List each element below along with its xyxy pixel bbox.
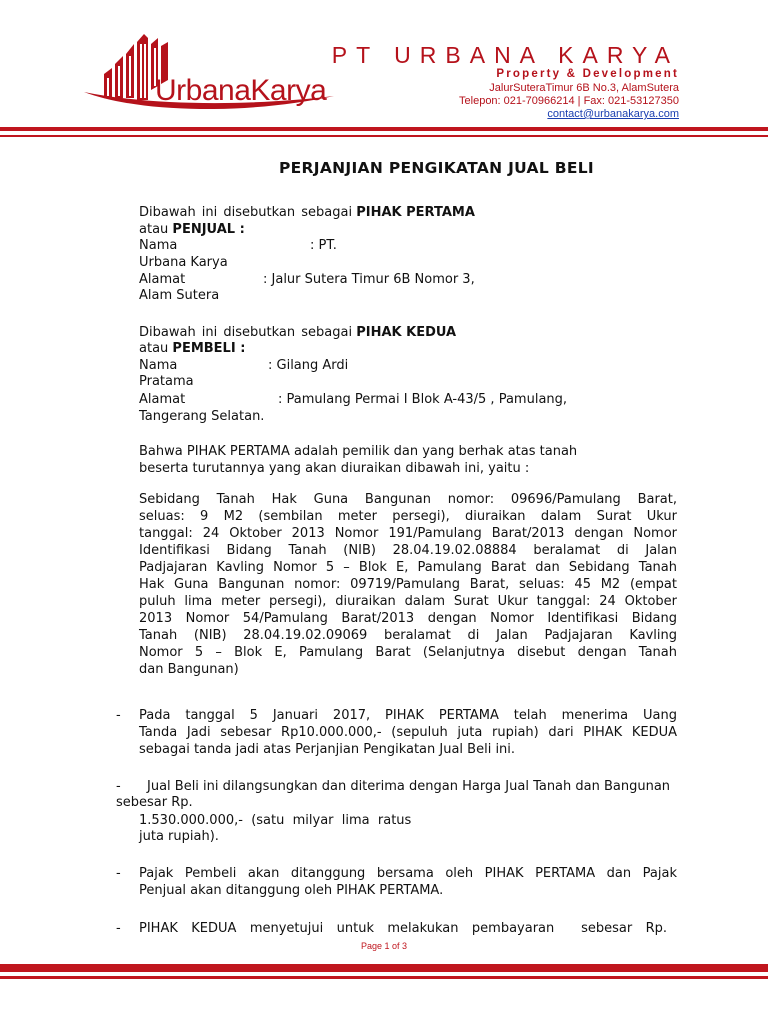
land-line: Sebidang Tanah Hak Guna Bangunan nomor: 09696/Pamulang Barat, xyxy=(139,492,677,507)
party1-alamat-label: Alamat xyxy=(139,272,186,287)
company-address: JalurSuteraTimur 6B No.3, AlamSutera xyxy=(489,82,679,94)
point-3-line: Penjual akan ditanggung oleh PIHAK PERTAMA. xyxy=(139,883,444,898)
land-line: puluh lima meter persegi), diuraikan dalam Surat Ukur tanggal: 24 Oktober xyxy=(139,594,677,609)
point-4-line: PIHAK KEDUA menyetujui untuk melakukan pembayaran sebesar Rp. xyxy=(139,921,667,936)
land-line: Hak Guna Bangunan nomor: 09719/Pamulang Barat, seluas: 45 M2 (empat xyxy=(139,577,677,592)
page-number: Page 1 of 3 xyxy=(360,941,408,951)
party2-nama-value-cont: Pratama xyxy=(139,374,194,389)
party2-alias-line xyxy=(139,340,245,357)
party2-intro xyxy=(139,324,519,341)
point-2-line-2: sebesar Rp. xyxy=(116,795,193,810)
point-1 xyxy=(139,707,677,758)
bullet-marker: - xyxy=(116,708,121,723)
party1-intro-text: Dibawah ini disebutkan sebagai xyxy=(139,205,353,220)
land-line: dan Bangunan) xyxy=(139,662,239,677)
party2-atau: atau xyxy=(139,341,169,356)
point-2-line-4: juta rupiah). xyxy=(139,829,219,844)
land-line: Nomor 5 – Blok E, Pamulang Barat (Selanjutnya disebut dengan Tanah xyxy=(139,645,677,660)
party1-alamat-value: : Jalur Sutera Timur 6B Nomor 3, xyxy=(263,272,475,287)
party1-role: PIHAK PERTAMA xyxy=(356,205,475,220)
footer-rule-thin xyxy=(0,976,768,979)
company-phone: Telepon: 021-70966214 | Fax: 021-53127350 xyxy=(459,95,679,107)
land-line: Identifikasi Bidang Tanah (NIB) 28.04.19.02.08884 beralamat di Jalan xyxy=(139,543,677,558)
party2-nama-value: : Gilang Ardi xyxy=(268,358,349,373)
footer-rule-thick xyxy=(0,964,768,972)
header-rule-thin xyxy=(0,135,768,137)
party2-alias: PEMBELI : xyxy=(172,341,246,356)
recital-line-1: Bahwa PIHAK PERTAMA adalah pemilik dan yang berhak atas tanah xyxy=(139,444,578,459)
company-email-link[interactable]: contact@urbanakarya.com xyxy=(547,108,679,120)
point-1-line: Pada tanggal 5 Januari 2017, PIHAK PERTAMA telah menerima Uang xyxy=(139,708,677,723)
point-1-line: sebagai tanda jadi atas Perjanjian Pengikatan Jual Beli ini. xyxy=(139,742,516,757)
party1-alias: PENJUAL : xyxy=(172,222,245,237)
party1-intro xyxy=(139,204,519,221)
point-2-line-3: 1.530.000.000,- (satu milyar lima ratus xyxy=(139,813,412,828)
header-rule-thick xyxy=(0,127,768,131)
land-line: Tanah (NIB) 28.04.19.02.09069 beralamat di Jalan Padjajaran Kavling xyxy=(139,628,677,643)
bullet-marker: - xyxy=(116,779,121,794)
party2-alamat-label: Alamat xyxy=(139,392,186,407)
point-3-line: Pajak Pembeli akan ditanggung bersama oleh PIHAK PERTAMA dan Pajak xyxy=(139,866,677,881)
point-1-line: Tanda Jadi sebesar Rp10.000.000,- (sepuluh juta rupiah) dari PIHAK KEDUA xyxy=(139,725,677,740)
party1-nama-label: Nama xyxy=(139,238,178,253)
company-name: PT URBANA KARYA xyxy=(331,42,679,68)
party2-nama-label: Nama xyxy=(139,358,178,373)
point-3 xyxy=(139,865,677,899)
land-line: tanggal: 24 Oktober 2013 Nomor 191/Pamulang Barat/2013 dengan Nomor xyxy=(139,526,677,541)
land-description xyxy=(139,491,677,678)
land-line: seluas: 9 M2 (sembilan meter persegi), diuraikan dalam Surat Ukur xyxy=(139,509,677,524)
company-tagline: Property & Development xyxy=(496,68,679,80)
party1-alamat-value-cont: Alam Sutera xyxy=(139,288,220,303)
bullet-marker: - xyxy=(116,866,121,881)
party2-alamat-value: : Pamulang Permai I Blok A-43/5 , Pamulang, xyxy=(278,392,568,407)
party1-atau: atau xyxy=(139,222,169,237)
bullet-marker: - xyxy=(116,921,121,936)
party2-role: PIHAK KEDUA xyxy=(356,325,457,340)
party1-nama-value: : PT. xyxy=(310,238,337,253)
party1-nama-value-cont: Urbana Karya xyxy=(139,255,228,270)
party2-alamat-value-cont: Tangerang Selatan. xyxy=(139,409,265,424)
land-line: 2013 Nomor 54/Pamulang Barat/2013 dengan Nomor Identifikasi Bidang xyxy=(139,611,677,626)
document-title: PERJANJIAN PENGIKATAN JUAL BELI xyxy=(279,159,594,177)
land-line: Padjajaran Kavling Nomor 5 – Blok E, Pamulang Barat dan Sebidang Tanah xyxy=(139,560,677,575)
party2-intro-text: Dibawah ini disebutkan sebagai xyxy=(139,325,353,340)
party1-alias-line xyxy=(139,221,245,238)
recital-line-2: beserta turutannya yang akan diuraikan dibawah ini, yaitu : xyxy=(139,461,530,476)
point-2-line-1: Jual Beli ini dilangsungkan dan diterima dengan Harga Jual Tanah dan Bangunan xyxy=(147,779,671,794)
logo-wordmark: UrbanaKarya xyxy=(155,74,327,107)
